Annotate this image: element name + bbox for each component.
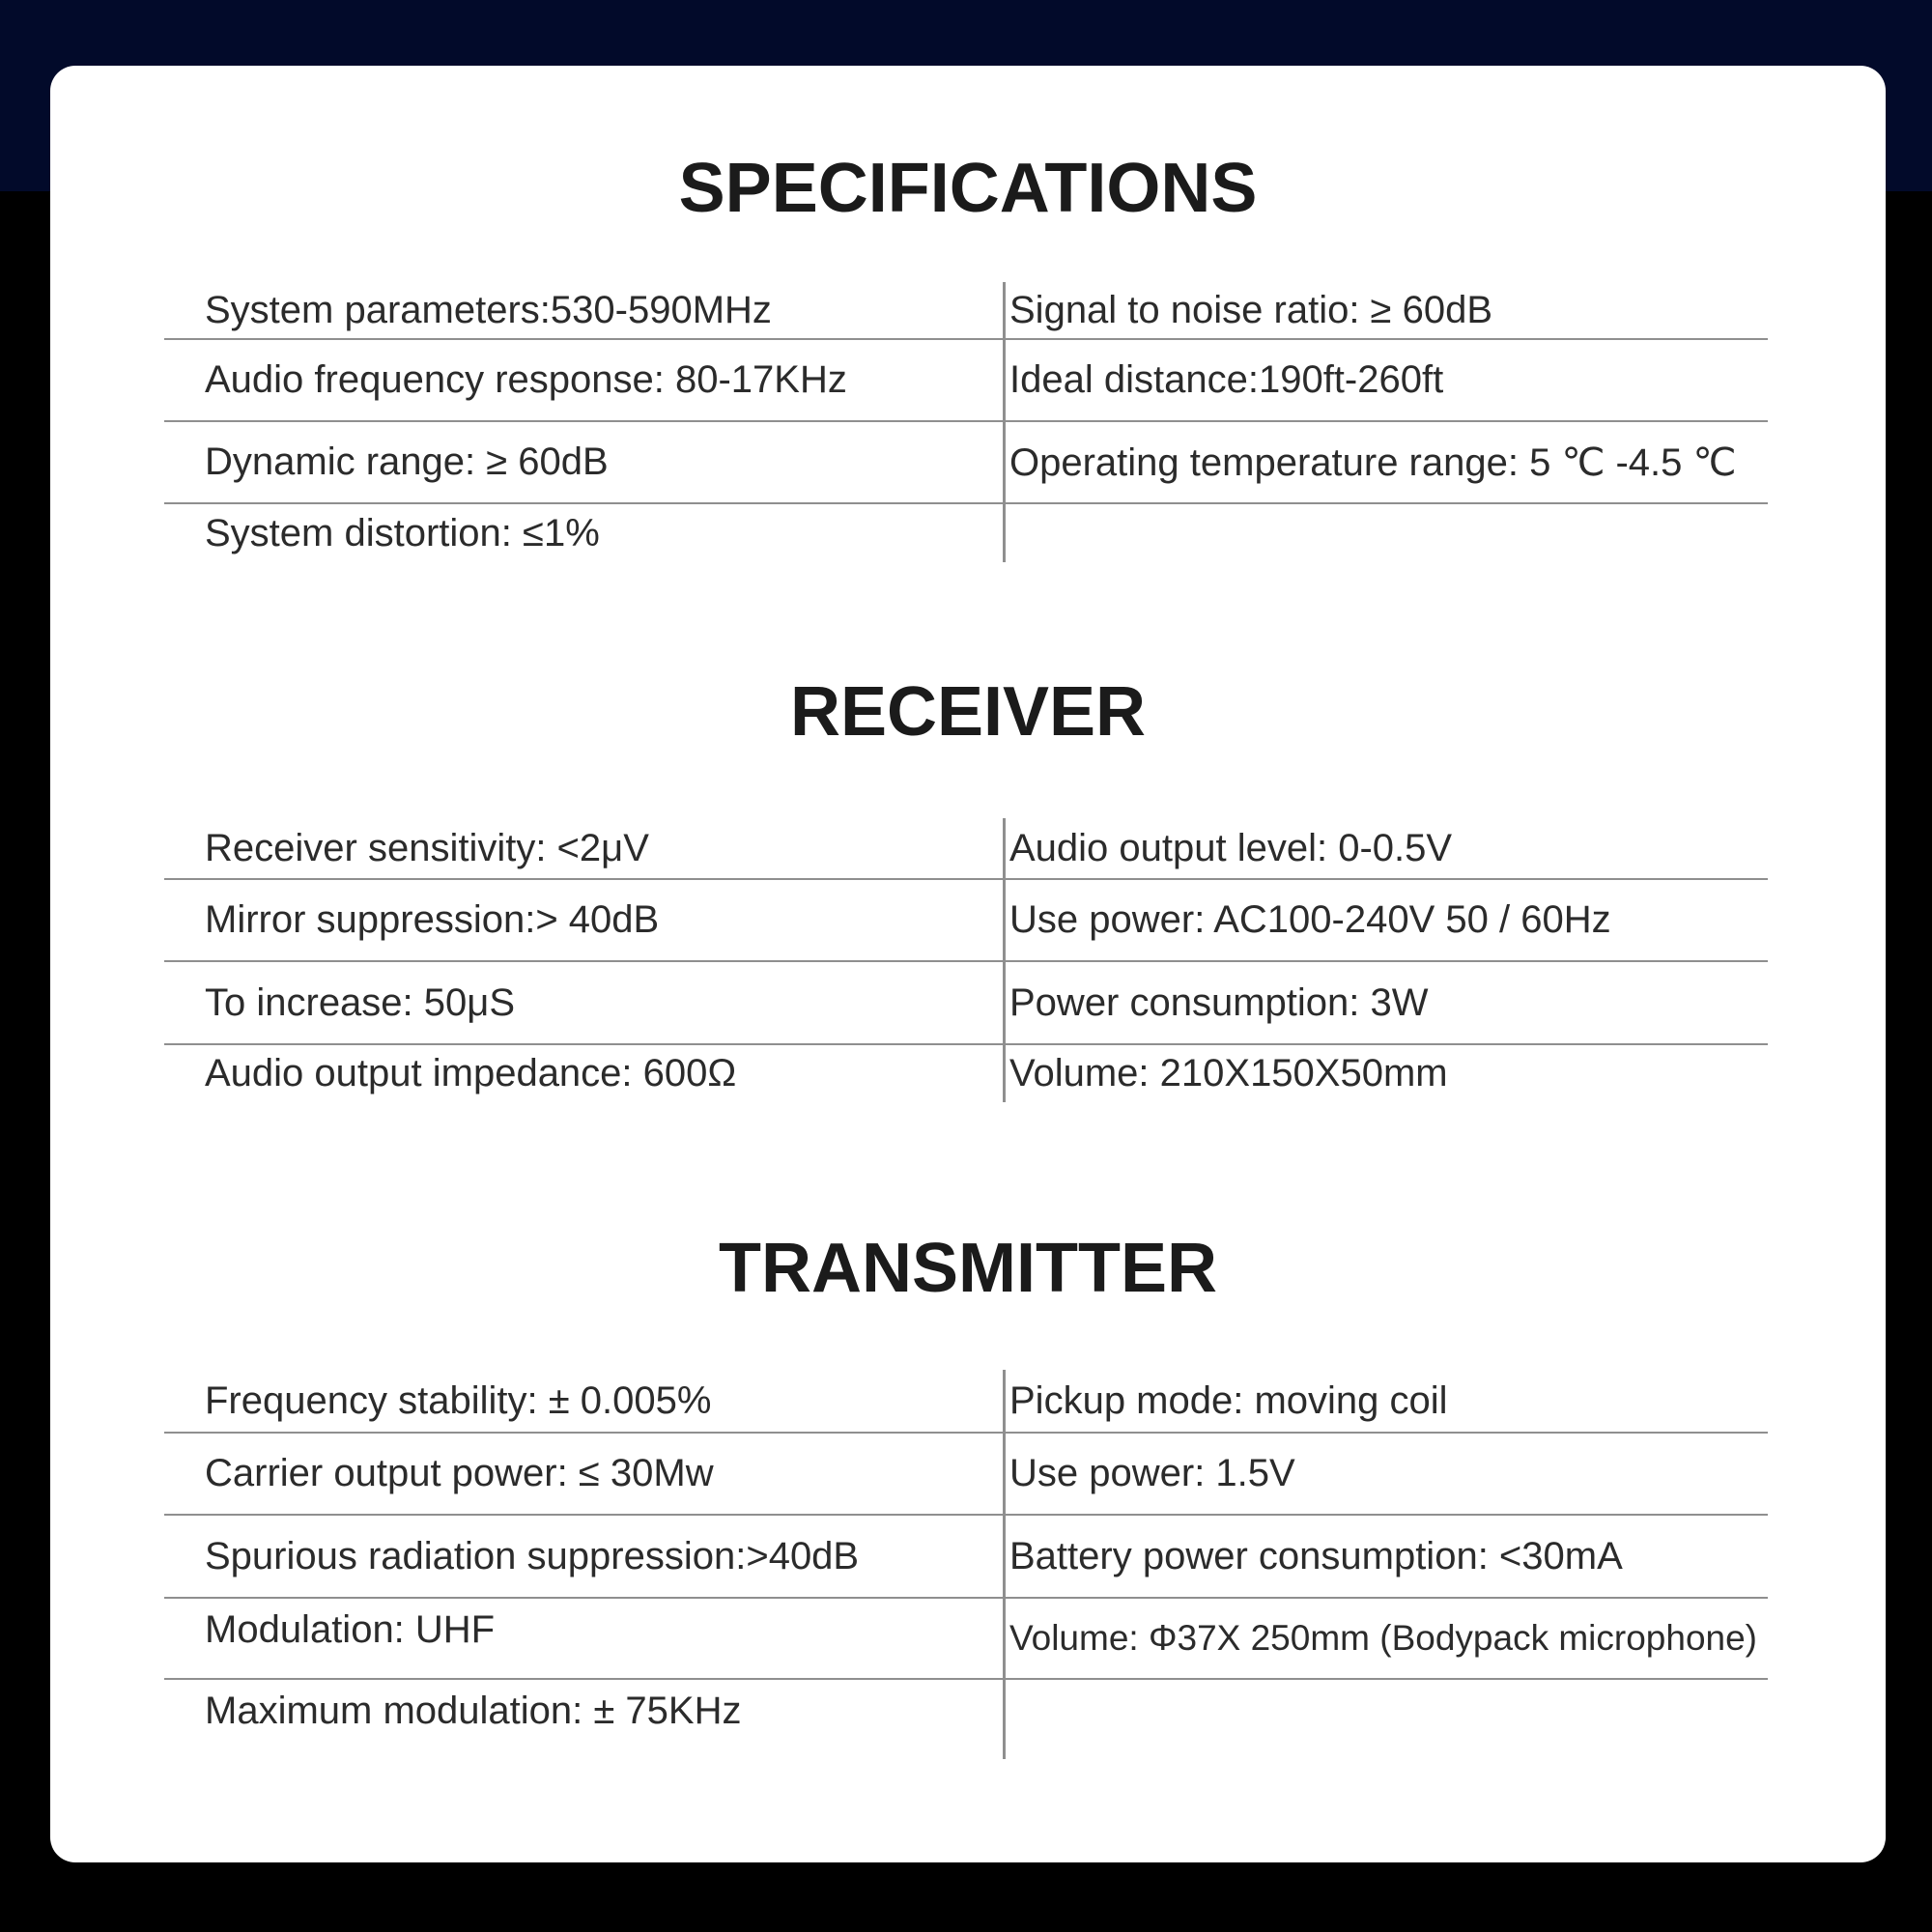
receiver-heading: RECEIVER <box>789 673 1147 751</box>
spec-cell-left: To increase: 50μS <box>205 980 515 1024</box>
spec-cell-left: Audio frequency response: 80-17KHz <box>205 358 847 401</box>
spec-cell-left: Frequency stability: ± 0.005% <box>205 1378 712 1422</box>
spec-cell-right: Volume: 210X150X50mm <box>1009 1052 1448 1094</box>
table-row <box>164 1045 1768 1102</box>
specifications-table <box>164 282 1768 562</box>
spec-cell-right: Signal to noise ratio: ≥ 60dB <box>1009 288 1493 331</box>
table-row <box>164 1680 1768 1759</box>
column-divider <box>1003 962 1006 1043</box>
spec-cell-left: System distortion: ≤1% <box>205 511 600 554</box>
specifications-card <box>50 66 1886 1862</box>
spec-cell-left: Dynamic range: ≥ 60dB <box>205 440 609 483</box>
spec-cell-left: Mirror suppression:> 40dB <box>205 898 660 941</box>
spec-cell-left: Spurious radiation suppression:>40dB <box>205 1534 860 1577</box>
specifications-heading: SPECIFICATIONS <box>678 150 1258 227</box>
spec-cell-right: Audio output level: 0-0.5V <box>1009 826 1453 869</box>
spec-cell-left: Carrier output power: ≤ 30Mw <box>205 1452 714 1494</box>
spec-cell-right <box>1009 1680 1773 1759</box>
column-divider <box>1003 818 1006 878</box>
column-divider <box>1003 1599 1006 1678</box>
spec-cell-right: Use power: AC100-240V 50 / 60Hz <box>1009 898 1611 941</box>
column-divider <box>1003 1434 1006 1514</box>
column-divider <box>1003 1680 1006 1759</box>
table-row <box>164 1370 1768 1434</box>
spec-cell-right <box>1009 504 1773 562</box>
table-row <box>164 1599 1768 1680</box>
table-row <box>164 818 1768 880</box>
column-divider <box>1003 282 1006 338</box>
table-row <box>164 1516 1768 1599</box>
spec-cell-left: Modulation: UHF <box>205 1608 496 1651</box>
table-row <box>164 962 1768 1045</box>
spec-cell-right: Volume: Φ37X 250mm (Bodypack microphone) <box>1009 1618 1758 1658</box>
spec-cell-right: Power consumption: 3W <box>1009 980 1429 1024</box>
spec-cell-right: Ideal distance:190ft-260ft <box>1009 358 1444 401</box>
table-row <box>164 422 1768 504</box>
table-row <box>164 340 1768 422</box>
column-divider <box>1003 1516 1006 1597</box>
spec-cell-left: Audio output impedance: 600Ω <box>205 1052 737 1094</box>
spec-cell-right: Use power: 1.5V <box>1009 1452 1295 1494</box>
spec-cell-right: Battery power consumption: <30mA <box>1009 1534 1623 1577</box>
table-row <box>164 282 1768 340</box>
column-divider <box>1003 1045 1006 1102</box>
column-divider <box>1003 340 1006 420</box>
table-row <box>164 504 1768 562</box>
column-divider <box>1003 422 1006 502</box>
transmitter-table <box>164 1370 1768 1759</box>
spec-cell-left: System parameters:530-590MHz <box>205 288 772 331</box>
spec-cell-right: Pickup mode: moving coil <box>1009 1378 1448 1422</box>
table-row <box>164 880 1768 962</box>
transmitter-heading: TRANSMITTER <box>719 1230 1217 1307</box>
column-divider <box>1003 504 1006 562</box>
table-row <box>164 1434 1768 1516</box>
spec-cell-left: Maximum modulation: ± 75KHz <box>205 1690 742 1732</box>
receiver-table <box>164 818 1768 1102</box>
column-divider <box>1003 1370 1006 1432</box>
column-divider <box>1003 880 1006 960</box>
spec-cell-right: Operating temperature range: 5 ℃ -4.5 ℃ <box>1009 440 1737 484</box>
spec-cell-left: Receiver sensitivity: <2μV <box>205 826 649 869</box>
